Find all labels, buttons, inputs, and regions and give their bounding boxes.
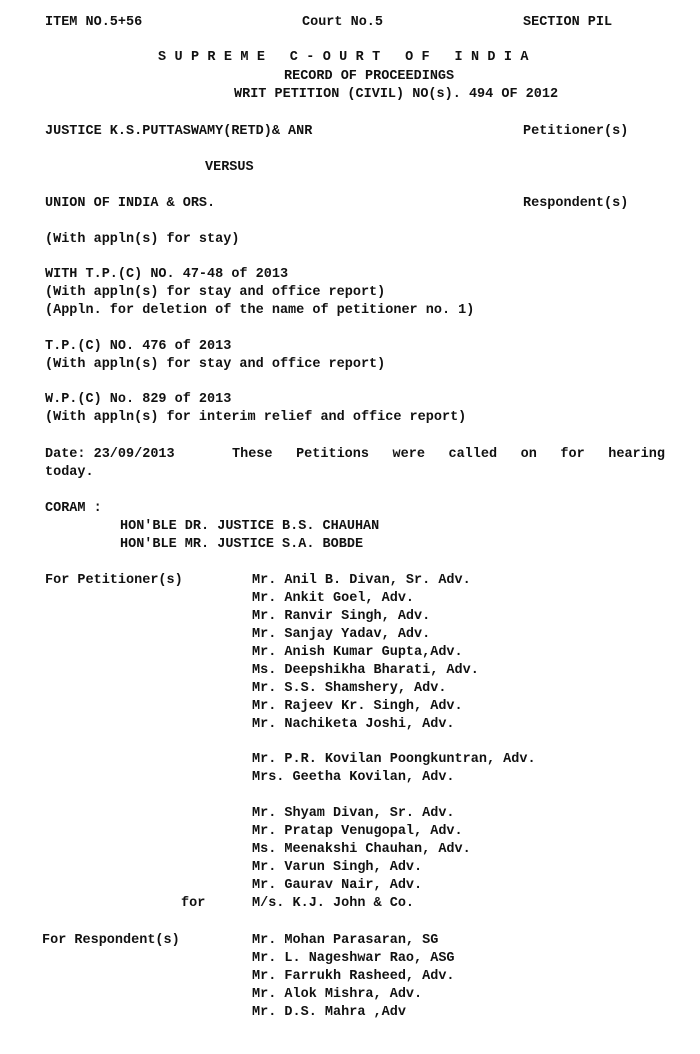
counsel-name: Mr. P.R. Kovilan Poongkuntran, Adv.: [252, 752, 536, 767]
hearing-word: Petitions: [296, 447, 369, 462]
respondent-name: UNION OF INDIA & ORS.: [45, 196, 216, 211]
counsel-name: Mr. Mohan Parasaran, SG: [252, 933, 439, 948]
record-title: RECORD OF PROCEEDINGS: [284, 69, 455, 84]
versus-label: VERSUS: [205, 160, 254, 175]
counsel-name: Mr. L. Nageshwar Rao, ASG: [252, 951, 455, 966]
hearing-date: Date: 23/09/2013: [45, 447, 175, 462]
counsel-name: Ms. Meenakshi Chauhan, Adv.: [252, 842, 471, 857]
hearing-word: These: [232, 447, 273, 462]
counsel-name: Mr. Anish Kumar Gupta,Adv.: [252, 645, 463, 660]
tp1-deletion-application: (Appln. for deletion of the name of petitioner no. 1): [45, 303, 475, 318]
respondent-counsel-label: For Respondent(s): [42, 933, 180, 948]
hearing-word: were: [392, 447, 425, 462]
item-number: ITEM NO.5+56: [45, 15, 143, 30]
counsel-name: Mr. S.S. Shamshery, Adv.: [252, 681, 447, 696]
coram-judge: HON'BLE MR. JUSTICE S.A. BOBDE: [120, 537, 364, 552]
hearing-statement: [232, 446, 665, 464]
law-firm: M/s. K.J. John & Co.: [252, 896, 415, 911]
counsel-name: Ms. Deepshikha Bharati, Adv.: [252, 663, 479, 678]
coram-label: CORAM :: [45, 501, 102, 516]
for-label: for: [181, 896, 206, 911]
counsel-name: Mr. Nachiketa Joshi, Adv.: [252, 717, 455, 732]
tp1-application: (With appln(s) for stay and office report): [45, 285, 386, 300]
counsel-name: Mr. Pratap Venugopal, Adv.: [252, 824, 463, 839]
hearing-word: called: [448, 447, 498, 462]
respondent-role: Respondent(s): [523, 196, 629, 211]
hearing-word: on: [520, 447, 537, 462]
counsel-name: Mr. Sanjay Yadav, Adv.: [252, 627, 431, 642]
tp2-application: (With appln(s) for stay and office report): [45, 357, 386, 372]
counsel-name: Mr. Varun Singh, Adv.: [252, 860, 423, 875]
court-number: Court No.5: [302, 15, 384, 30]
tp2-title: T.P.(C) NO. 476 of 2013: [45, 339, 232, 354]
main-application: (With appln(s) for stay): [45, 232, 240, 247]
coram-judge: HON'BLE DR. JUSTICE B.S. CHAUHAN: [120, 519, 380, 534]
wp-application: (With appln(s) for interim relief and office report): [45, 410, 467, 425]
counsel-name: Mr. Farrukh Rasheed, Adv.: [252, 969, 455, 984]
petitioner-counsel-label: For Petitioner(s): [45, 573, 183, 588]
hearing-statement-end: today.: [45, 465, 94, 480]
tp1-title: WITH T.P.(C) NO. 47-48 of 2013: [45, 267, 289, 282]
wp-title: W.P.(C) No. 829 of 2013: [45, 392, 232, 407]
counsel-name: Mr. Ankit Goel, Adv.: [252, 591, 415, 606]
petitioner-name: JUSTICE K.S.PUTTASWAMY(RETD)& ANR: [45, 124, 313, 139]
section-label: SECTION PIL: [523, 15, 613, 30]
counsel-name: Mr. Gaurav Nair, Adv.: [252, 878, 423, 893]
case-number: WRIT PETITION (CIVIL) NO(s). 494 OF 2012: [234, 87, 559, 102]
counsel-name: Mr. Ranvir Singh, Adv.: [252, 609, 431, 624]
hearing-word: hearing: [608, 447, 665, 462]
counsel-name: Mrs. Geetha Kovilan, Adv.: [252, 770, 455, 785]
petitioner-role: Petitioner(s): [523, 124, 629, 139]
court-name: SUPREME C-OURT OF INDIA: [158, 50, 537, 65]
counsel-name: Mr. Anil B. Divan, Sr. Adv.: [252, 573, 471, 588]
counsel-name: Mr. D.S. Mahra ,Adv: [252, 1005, 406, 1020]
hearing-word: for: [560, 447, 585, 462]
counsel-name: Mr. Shyam Divan, Sr. Adv.: [252, 806, 455, 821]
counsel-name: Mr. Rajeev Kr. Singh, Adv.: [252, 699, 463, 714]
counsel-name: Mr. Alok Mishra, Adv.: [252, 987, 423, 1002]
